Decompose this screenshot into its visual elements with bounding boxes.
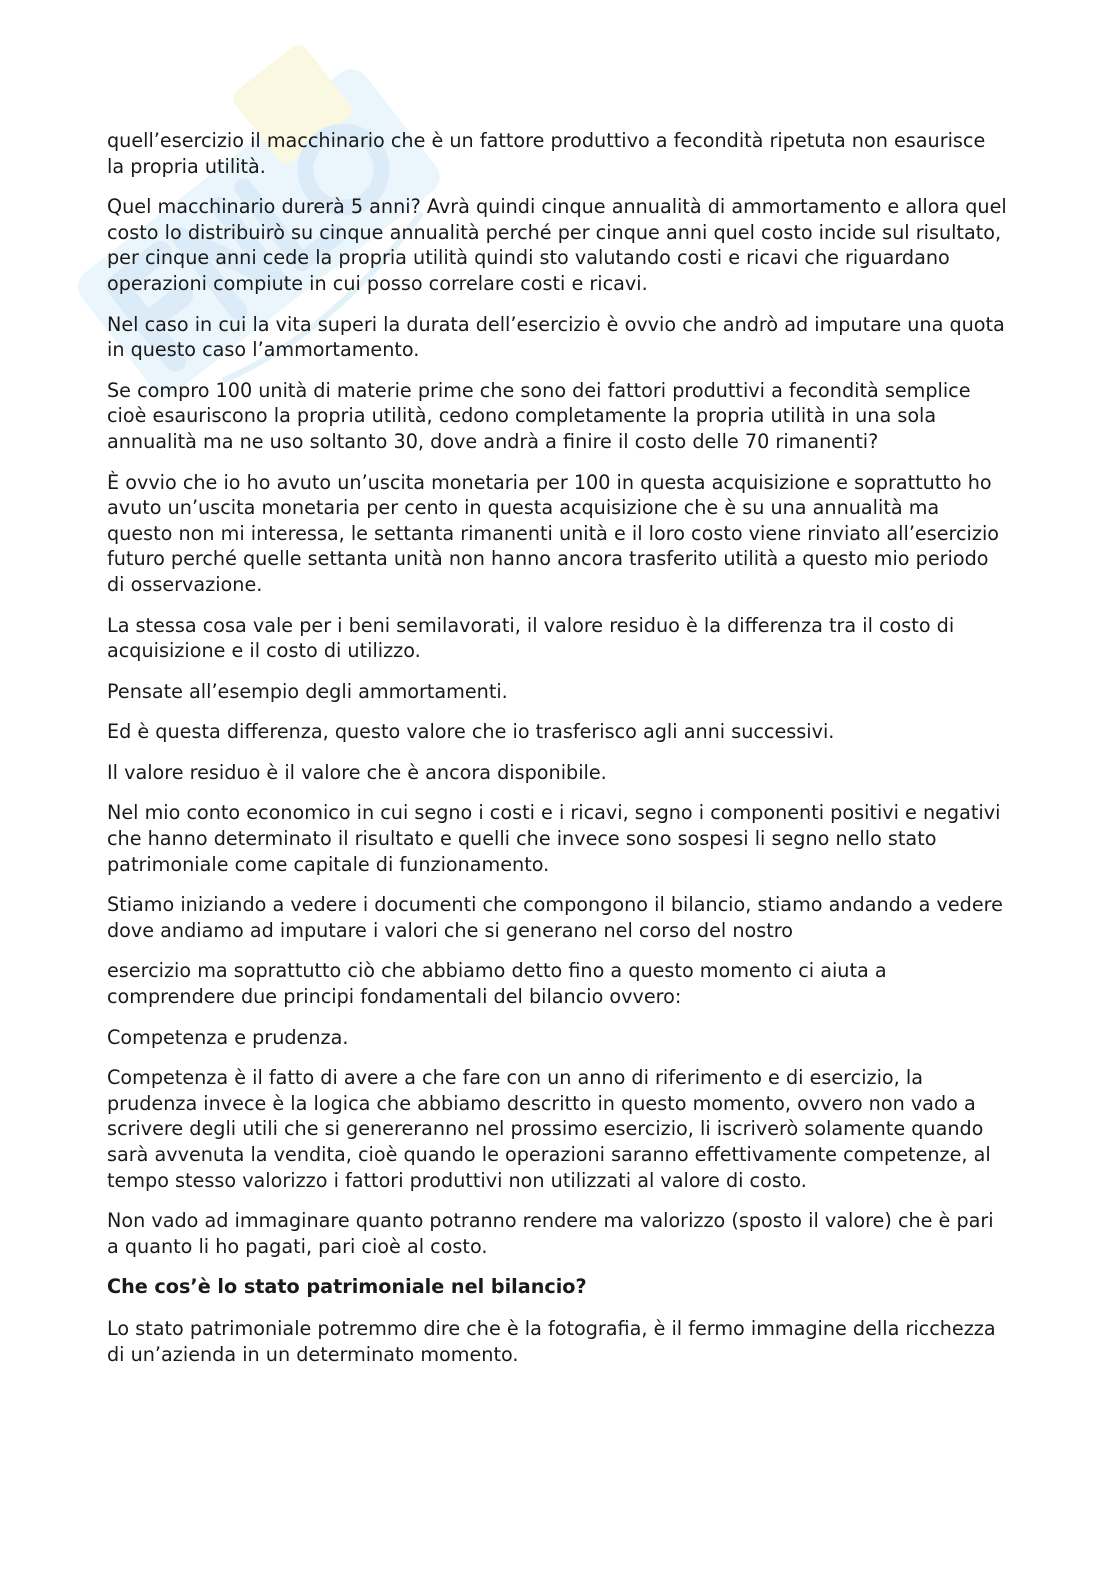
paragraph: Competenza è il fatto di avere a che fare con un anno di riferimento e di esercizio, la prudenza invece è la logica che abbiamo descritto in questo momento, ovvero non vado a scrivere degli utili che si genereranno nel prossimo esercizio, li iscriverò solamente quando sarà avvenuta la vendita, cioè quando le operazioni saranno effettivamente competenze, al tempo stesso valorizzo i fattori produttivi non utilizzati al valore di costo. bbox=[107, 1066, 991, 1192]
paragraph: Pensate all’esempio degli ammortamenti. bbox=[107, 679, 508, 703]
paragraph: È ovvio che io ho avuto un’uscita monetaria per 100 in questa acquisizione e soprattutto ho avuto un’uscita monetaria per cento in questa acquisizione che è su una annualità ma questo non mi interessa, le settanta rimanenti unità e il loro costo viene rinviato all’esercizio futuro perché quelle settanta unità non hanno ancora trasferito utilità a questo mio periodo di osservazione. bbox=[107, 470, 1000, 596]
paragraph: La stessa cosa vale per i beni semilavorati, il valore residuo è la differenza tra il costo di acquisizione e il costo di utilizzo. bbox=[107, 613, 955, 663]
document-body bbox=[107, 128, 1007, 1382]
section-heading: Che cos’è lo stato patrimoniale nel bilancio? bbox=[107, 1275, 587, 1299]
paragraph: Competenza e prudenza. bbox=[107, 1025, 349, 1049]
paragraph: Ed è questa differenza, questo valore che io trasferisco agli anni successivi. bbox=[107, 720, 835, 744]
paragraph: Quel macchinario durerà 5 anni? Avrà quindi cinque annualità di ammortamento e allora quel costo lo distribuirò su cinque annualità perché per cinque anni quel costo incide sul risultato, per cinque anni cede la propria utilità quindi sto valutando costi e ricavi che riguardano operazioni compiute in cui posso correlare costi e ricavi. bbox=[107, 195, 1007, 295]
paragraph: esercizio ma soprattutto ciò che abbiamo detto fino a questo momento ci aiuta a comprendere due principi fondamentali del bilancio ovvero: bbox=[107, 959, 887, 1009]
paragraph: Il valore residuo è il valore che è ancora disponibile. bbox=[107, 760, 607, 784]
paragraph: Se compro 100 unità di materie prime che sono dei fattori produttivi a fecondità semplice cioè esauriscono la propria utilità, cedono completamente la propria utilità in una sola annualità ma ne uso soltanto 30, dove andrà a finire il costo delle 70 rimanenti? bbox=[107, 378, 971, 453]
closing-paragraph: Lo stato patrimoniale potremmo dire che è la fotografia, è il fermo immagine della ricchezza di un’azienda in un determinato momento. bbox=[107, 1316, 996, 1366]
paragraph: Non vado ad immaginare quanto potranno rendere ma valorizzo (sposto il valore) che è pari a quanto li ho pagati, pari cioè al costo. bbox=[107, 1209, 994, 1258]
paragraph: Stiamo iniziando a vedere i documenti che compongono il bilancio, stiamo andando a vedere dove andiamo ad imputare i valori che si generano nel corso del nostro bbox=[107, 893, 1003, 942]
paragraph: quell’esercizio il macchinario che è un fattore produttivo a fecondità ripetuta non esaurisce la propria utilità. bbox=[107, 129, 986, 178]
paragraph: Nel caso in cui la vita superi la durata dell’esercizio è ovvio che andrò ad imputare una quota in questo caso l’ammortamento. bbox=[107, 312, 1005, 362]
paragraph: Nel mio conto economico in cui segno i costi e i ricavi, segno i componenti positivi e negativi che hanno determinato il risultato e quelli che invece sono sospesi li segno nello stato patrimoniale come capitale di funzionamento. bbox=[107, 801, 1001, 876]
